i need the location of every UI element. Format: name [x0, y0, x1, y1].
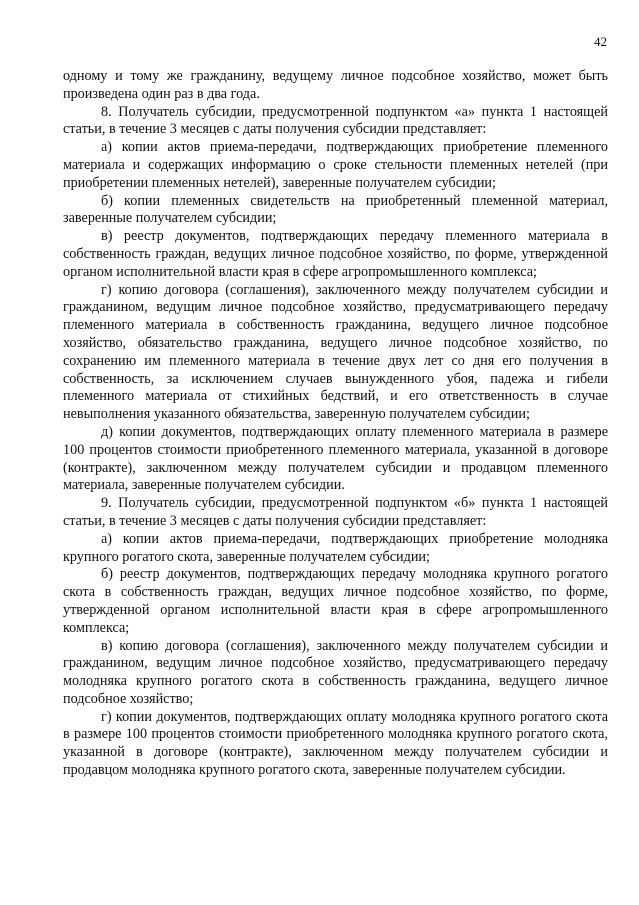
paragraph-8d: д) копии документов, подтверждающих оплату племенного материала в размере 100 процентов стоимости приобретенного племенного материала, указанной в договоре (контракте), заключенном между получателем субсидии и продавцом племенного материала, заверенные получателем субсидии. — [63, 423, 608, 494]
paragraph-8b: б) копии племенных свидетельств на приобретенный племенной материал, заверенные получателем субсидии; — [63, 192, 608, 227]
paragraph-9v: в) копию договора (соглашения), заключенного между получателем субсидии и гражданином, ведущим личное подсобное хозяйство, предусматривающего передачу молодняка крупного рогатого скота в собственность гражданина, ведущего личное подсобное хозяйство; — [63, 637, 608, 707]
paragraph-9g: г) копии документов, подтверждающих оплату молодняка крупного рогатого скота в размере 100 процентов стоимости приобретенного молодняка крупного рогатого скота, указанной в договоре (контракте), заключенном между получателем субсидии и продавцом молодняка крупного рогатого скота, заверенные получателем субсидии. — [63, 708, 608, 779]
document-body — [63, 68, 608, 780]
paragraph-continuation: одному и тому же гражданину, ведущему личное подсобное хозяйство, может быть произведена один раз в два года. — [63, 68, 608, 102]
paragraph-item-9: 9. Получатель субсидии, предусмотренной подпунктом «б» пункта 1 настоящей статьи, в течение 3 месяцев с даты получения субсидии представляет: — [63, 495, 608, 529]
paragraph-8v: в) реестр документов, подтверждающих передачу племенного материала в собственность граждан, ведущих личное подсобное хозяйство, по форме, утвержденной органом исполнительной власти края в сфере агропромышленного комплекса; — [63, 228, 608, 280]
paragraph-item-8: 8. Получатель субсидии, предусмотренной подпунктом «а» пункта 1 настоящей статьи, в течение 3 месяцев с даты получения субсидии представляет: — [63, 103, 608, 138]
paragraph-8g: г) копию договора (соглашения), заключенного между получателем субсидии и гражданином, ведущим личное подсобное хозяйство, предусматривающего передачу племенного материала в собственность гражданина, ведущего личное подсобное хозяйство, обязательство гражданина, ведущего личное подсобное хозяйство, по сохранению им племенного материала в течение двух лет со дня его получения в собственность, за исключением случаев вынужденного убоя, падежа и гибели племенного материала от стихийных бедствий, и его ответственность в случае невыполнения указанного обязательства, заверенную получателем субсидии; — [63, 281, 608, 423]
paragraph-9b: б) реестр документов, подтверждающих передачу молодняка крупного рогатого скота в собственность граждан, ведущих личное подсобное хозяйство, по форме, утвержденной органом исполнительной власти края в сфере агропромышленного комплекса; — [63, 566, 608, 636]
page-number: 42 — [594, 34, 607, 49]
paragraph-9a: а) копии актов приема-передачи, подтверждающих приобретение молодняка крупного рогатого скота, заверенные получателем субсидии; — [63, 530, 608, 565]
paragraph-8a: а) копии актов приема-передачи, подтверждающих приобретение племенного материала и содержащих информацию о сроке стельности племенных нетелей (при приобретении племенных нетелей), заверенные получателем субсидии; — [63, 139, 608, 191]
